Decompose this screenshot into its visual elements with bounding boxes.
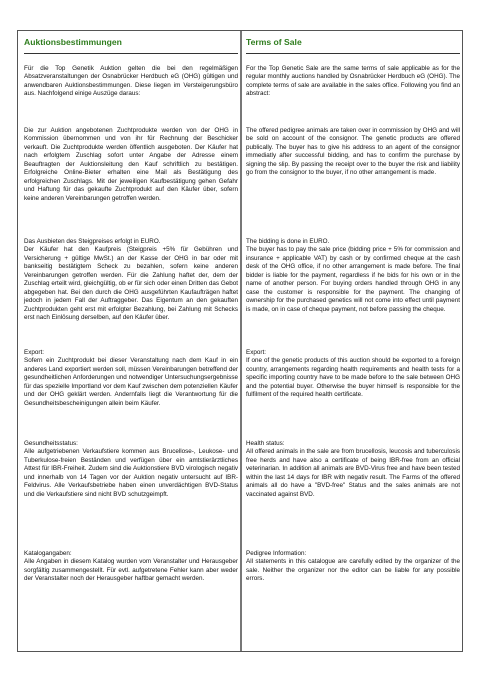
english-health-heading: Health status:	[246, 440, 285, 447]
english-commission-text: The offered pedigree animals are taken over in commission by OHG and will be sold on account of the consignor. The genetic products are offered publically. The buyer has to give his address to an agent of the consignor immediatly after successful bidding, and has to confirm the purchase by signing the slip. By passing the receipt over to the buyer the risk and liability go from the consignor to the buyer, if no other arrangement is made.	[246, 127, 460, 177]
german-heading: Auktionsbestimmungen	[24, 37, 122, 47]
german-payment-text: Der Käufer hat den Kaufpreis (Steigpreis +5% für Gebühren und Versicherung + gültige MwSt.) an der Kasse der OHG in bar oder mit bankseitig bestätigtem Scheck zu bezahlen, sofern keine anderen Vereinbarungen getroffen werden. Für die Zahlung haftet der, dem der Zuschlag erteilt wird, gleichgültig, ob er für sich oder einen Dritten das Gebot abgegeben hat. Bei den durch die OHG ausgeführten Kaufaufträgen haftet jedoch in jedem Fall der Auftraggeber. Das Eigentum an den gekauften Zuchtprodukten geht erst mit erfolgter Bezahlung, bei Zahlung mit Schecks erst nach Einlösung derselben, auf den Käufer über.	[24, 246, 238, 322]
terms-frame	[17, 30, 463, 652]
german-section-catalog	[24, 550, 238, 584]
german-payment-heading: Das Ausbieten des Steigpreises erfolgt in EURO.	[24, 238, 161, 245]
german-export-text: Sofern ein Zuchtprodukt bei dieser Veranstaltung nach dem Kauf in ein anderes Land exportiert werden soll, müssen Vereinbarungen betreffend der gesundheitlichen Anforderungen und notwendiger Untersuchungsergebnisse für das spezielle Importland vor dem Kauf zwischen dem potenziellen Käufer und der OHG geklärt werden. Andernfalls liegt die Verantwortung für die Gesundheitsbescheinigungen allein beim Käufer.	[24, 357, 238, 407]
english-heading: Terms of Sale	[246, 37, 302, 47]
german-export-heading: Export:	[24, 349, 44, 356]
german-health-heading: Gesundheitsstatus:	[24, 440, 78, 447]
german-section-export	[24, 349, 238, 408]
english-column	[246, 31, 460, 583]
english-section-intro	[246, 65, 460, 99]
german-intro-text: Für die Top Genetik Auktion gelten die bei den regelmäßigen Absatzveranstaltungen der Osnabrücker Herdbuch eG (OHG) gültigen und anwendbaren Auktionsbestimmungen. Diese liegen im Versteigerungsbüro aus. Nachfolgend einige Auszüge daraus:	[24, 65, 238, 98]
english-health-text: All offered animals in the sale are from brucellosis, leucosis and tuberculosis free herds and have also a certificate of being IBR-free from an official veterinarian. In addition all animals are BVD-Virus free and have been tested within the last 14 days for IBR with negativ result. The Farms of the offered animals all do have a "BVD-free" Status and the sales animals are not vaccinated against BVD.	[246, 448, 460, 498]
german-catalog-heading: Katalogangaben:	[24, 550, 72, 557]
english-intro-text: For the Top Genetic Sale are the same terms of sale applicable as for the regular monthly auctions handled by Osnabrücker Herdbuch eG (OHG). The complete terms of sale are available in the sales office. Following you find an abstract:	[246, 65, 460, 98]
german-catalog-text: Alle Angaben in diesem Katalog wurden vom Veranstalter und Herausgeber sorgfältig zusammengestellt. Für evtl. aufgetretene Fehler kann aber weder der Veranstalter noch der Herausgeber haftbar gemacht werden.	[24, 558, 238, 583]
english-section-commission	[246, 127, 460, 178]
german-section-payment	[24, 238, 238, 323]
english-pedigree-heading: Pedigree Information:	[246, 550, 307, 557]
german-section-commission	[24, 127, 238, 203]
english-section-export	[246, 349, 460, 400]
english-export-heading: Export:	[246, 349, 266, 356]
column-divider	[240, 31, 242, 651]
german-section-intro	[24, 65, 238, 99]
english-section-health	[246, 440, 460, 499]
english-pedigree-text: All statements in this catalogue are carefully edited by the organizer of the sale. Neither the organizer nor the editor can be liable for any possible errors.	[246, 558, 460, 583]
english-heading-bar	[246, 36, 460, 54]
german-commission-text: Die zur Auktion angebotenen Zuchtprodukte werden von der OHG in Kommission übernommen und von ihr für Rechnung der Beschicker verkauft. Die Zuchtprodukte werden öffentlich ausgeboten. Der Käufer hat nach erfolgtem Zuschlag sofort unter Angabe der Adresse einem Beauftragten der Auktionsleitung den Kauf schriftlich zu bestätigen. Erfolgreiche Online-Bieter erhalten eine Mail als Bestätigung des erfolgreichen Zuschlags. Mit der jeweiligen Kaufbestätigung gehen Gefahr und Haftung für das gekaufte Zuchtprodukt auf den Käufer über, sofern keine anderen Vereinbarungen getroffen werden.	[24, 127, 238, 202]
english-export-text: If one of the genetic products of this auction should be exported to a foreign country, arrangements regarding health requirements and health tests for a specific importing country have to be made before to the sale between OHG and the potential buyer. Otherwise the buyer himself is responsible for the fulfilment of the required health certificate.	[246, 357, 460, 399]
german-health-text: Alle aufgetriebenen Verkaufstiere kommen aus Brucellose-, Leukose- und Tuberkulose-freien Beständen und verfügen über ein amtstierärztliches Attest für IBR-Freiheit. Zudem sind die Auktionstiere BVD virologisch negativ und innerhalb von 14 Tagen vor der Auktion negativ untersucht auf IBR-Feldvirus. Alle Verkaufsbetriebe haben einen unverdächtigen BVD-Status und die Verkaufstiere sind nicht BVD schutzgeimpft.	[24, 448, 238, 498]
german-heading-bar	[24, 36, 238, 54]
english-payment-heading: The bidding is done in EURO.	[246, 238, 330, 245]
english-payment-text: The buyer has to pay the sale price (bidding price + 5% for commission and insurance + applicable VAT) by cash or by confirmed cheque at the cash desk of the OHG office, if no other arrangement is made before. The final bidder is liable for the payment, regardless if he bids for his own or in the name of another person. For buying orders handled through OHG in any case the customer is responsible for the payment. The changing of ownership for the purchased genetics will not come into effect until payment is made, on in case of cheque payment, not before passing the cheque.	[246, 246, 460, 313]
english-section-pedigree	[246, 550, 460, 584]
german-section-health	[24, 440, 238, 499]
german-column	[24, 31, 238, 583]
english-section-payment	[246, 238, 460, 314]
